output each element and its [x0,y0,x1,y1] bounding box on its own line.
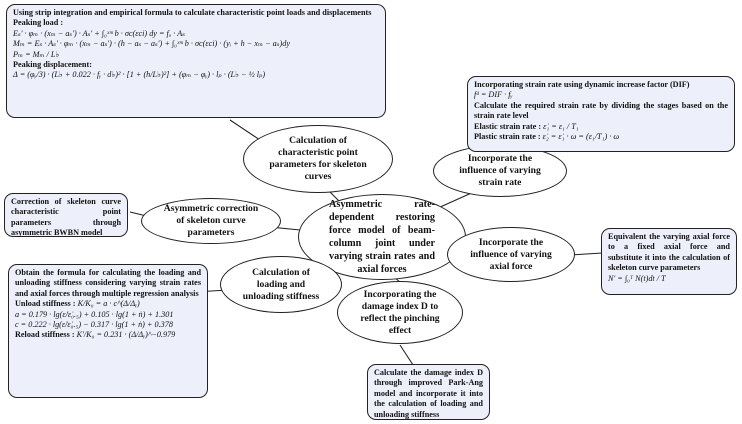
node-asymmetric-text: Asymmetric correction of skeleton curve parameters [163,203,259,238]
equation-c: c = 0.222 · lg(ε̇/ε̇₀.₅) − 0.317 · lg(1 + ṅ) + 0.378 [15,320,173,330]
node-skeleton-params [243,125,393,193]
node-axial-force-text: Incorporate the influence of varying axial force [470,236,552,272]
plastic-strain-rate-row [474,132,728,142]
box-axial-force [601,228,737,295]
equation-dif: fᵈ = DIF · fᵧ [474,90,513,100]
node-strain-rate [433,145,567,197]
peaking-displacement-label: Peaking displacement: [13,60,92,70]
reload-stiffness-eq: K'/K₀ = 0.231 · (Δ/Δᵧ)^−0.979 [76,330,176,340]
damage-para: Calculate the damage index D through improved Park-Ang model and incorporate it into the calculation of loading and unloading stiffness [374,368,483,419]
node-skeleton-params-text: Calculation of characteristic point parameters for skeleton curves [269,135,367,182]
node-strain-rate-text: Incorporate the influence of varying strain rate [459,153,541,188]
equation-moment: Mₘ = Eₛ · Aₛ' · φₘ · (xₘ − aₛ') · (h − aₛ − aₛ') + ∫₀ˣᵐ b · σc(εci) · (yᵢ + h − xₘ − aₛ)dy [13,39,290,49]
unload-stiffness-row [15,299,201,309]
equation-peak-displacement: Δ = (φᵧ/3) · (L♭ + 0.022 · fᵧ · d♭)² · [1 + (h/L♭)²] + (φₘ − φᵧ) · lₚ · (L♭ − ½ lₚ) [13,70,266,80]
node-axial-force [447,227,575,282]
elastic-strain-rate-row [474,122,728,132]
skeleton-heading: Using strip integration and empirical formula to calculate characteristic point loads and displacements [13,8,372,17]
strain-para: Calculate the required strain rate by dividing the stages based on the strain rate level [474,100,728,121]
axial-para: Equivalent the varying axial force to a fixed axial force and substitute it into the calculation of skeleton curve parameters [608,232,730,273]
asym-para: Correction of skeleton curve characteristic point parameters through asymmetric BWBN model [11,197,121,238]
link-skeleton-box [230,120,260,140]
strain-heading: Incorporating strain rate using dynamic increase factor (DIF) [474,80,690,89]
equation-a: a = 0.179 · lg(ε̇/ε̇₀.₅) + 0.105 · lg(1 + ṅ) + 1.301 [15,309,174,319]
node-asymmetric [141,198,281,244]
node-stiffness-text: Calculation of loading and unloading stiffness [242,266,320,302]
elastic-strain-eq: ε̇₁ = ε₁ / T₁ [543,121,579,131]
plastic-strain-label: Plastic strain rate : [474,132,541,142]
node-damage-index [337,281,463,344]
equation-force-balance: Eₛ' · φₘ · (xₘ − aₛ') · Aₛ' + ∫₀ˣᵐ b · σc(εci) dy = fᵤ · Aₛ [13,28,185,38]
stiffness-para: Obtain the formula for calculating the loading and unloading stiffness considering varying strain rates and axial forces through multiple regression analysis [15,268,201,298]
box-stiffness [8,264,208,398]
plastic-strain-eq: ε̇₂ = ε̇₁ · ω = (ε₁/T₁) · ω [542,132,620,142]
unload-stiffness-eq: K/K₀ = a · c^(Δ/Δᵧ) [77,299,140,309]
unload-stiffness-label: Unload stiffness : [15,299,76,309]
center-node-text: Asymmetric rate-dependent restoring force model of beam-column joint under varying strain rates and axial forces [329,199,435,275]
equation-equivalent-axial: N' = ∫₀ᵀ N(t)dt / T [608,273,666,283]
peaking-load-label: Peaking load : [13,18,64,28]
node-stiffness [220,256,342,313]
node-damage-index-text: Incorporating the damage index D to reflect the pinching effect [360,288,440,336]
reload-stiffness-label: Reload stiffness : [15,330,75,340]
box-damage-index [367,364,490,420]
box-strain-rate [467,76,735,152]
equation-peak-load: Pₘ = Mₘ / L♭ [13,49,60,59]
elastic-strain-label: Elastic strain rate : [474,121,542,131]
box-asymmetric [4,193,128,237]
reload-stiffness-row [15,330,201,340]
box-skeleton-calculation [6,4,386,118]
